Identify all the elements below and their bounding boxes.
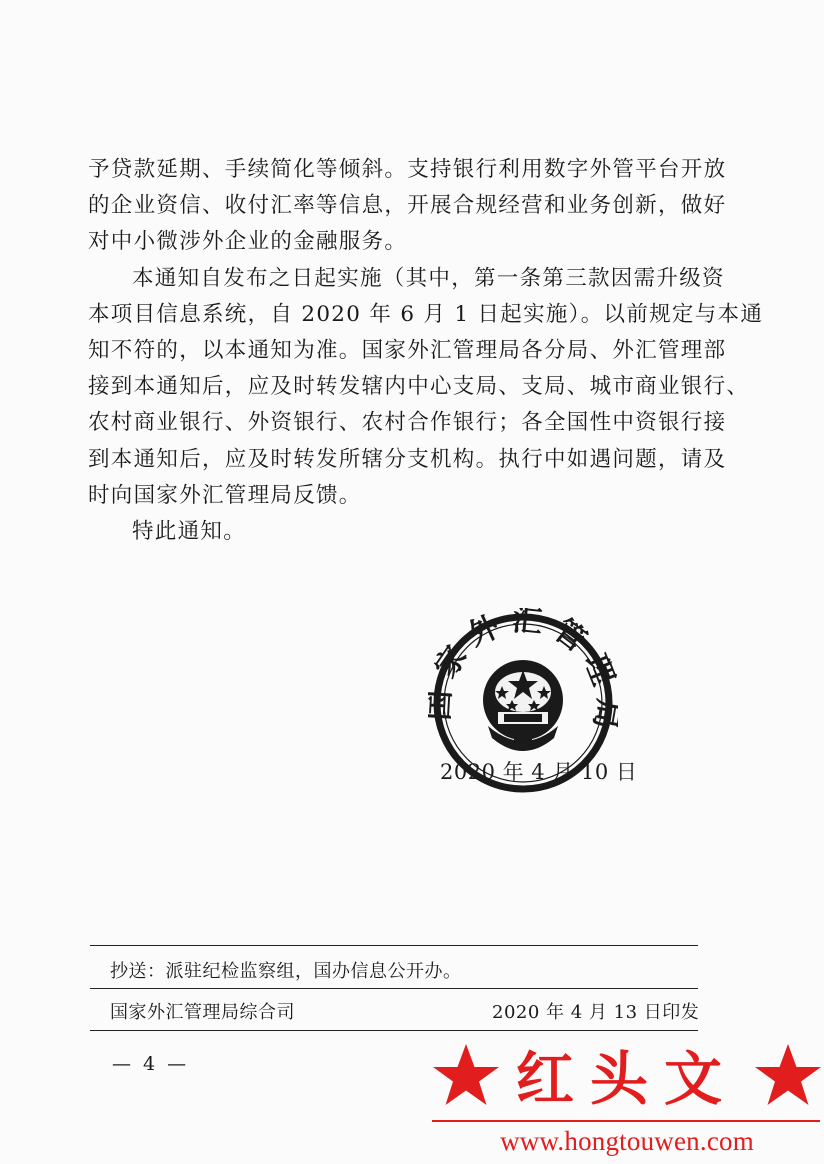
svg-text:国家外汇管理局: 家外汇管 — [428, 608, 601, 685]
footer-rule-top — [90, 945, 698, 946]
watermark-divider — [432, 1120, 820, 1122]
body-line: 的企业资信、收付汇率等信息，开展合规经营和业务创新，做好 — [88, 193, 727, 219]
body-line: 本通知自发布之日起实施（其中，第一条第三款因需升级资 — [132, 265, 725, 291]
body-line: 予贷款延期、手续简化等倾斜。支持银行利用数字外管平台开放 — [88, 157, 727, 182]
body-line: 知不符的，以本通知为准。国家外汇管理局各分局、外汇管理部 — [88, 338, 727, 364]
body-line: 接到本通知后，应及时转发辖内中心支局、支局、城市商业银行、 — [88, 374, 750, 400]
watermark-title: 红头文 — [515, 1045, 738, 1113]
document-body — [88, 152, 764, 550]
issue-date: 2020 年 4 月 13 日印发 — [492, 1002, 700, 1023]
cc-line: 抄送：派驻纪检监察组，国办信息公开办。 — [110, 961, 462, 982]
watermark — [430, 1040, 824, 1164]
star-icon — [752, 1040, 824, 1112]
body-line: 时向国家外汇管理局反馈。 — [88, 482, 362, 508]
closing-line: 特此通知。 — [132, 519, 247, 545]
signature-date: 2020 年 4 月 10 日 — [440, 760, 638, 784]
page-number: — 4 — — [112, 1053, 190, 1075]
issuing-office: 国家外汇管理局综合司 — [110, 1002, 295, 1023]
body-line: 本项目信息系统，自 2020 年 6 月 1 日起实施）。以前规定与本通 — [88, 301, 764, 327]
watermark-url: www.hongtouwen.com — [500, 1126, 754, 1156]
footer-rule-middle — [90, 988, 698, 989]
footer-rule-bottom — [90, 1030, 698, 1031]
body-line: 农村商业银行、外资银行、农村合作银行；各全国性中资银行接 — [88, 410, 727, 436]
body-line: 到本通知后，应及时转发所辖分支机构。执行中如遇问题，请及 — [88, 446, 727, 472]
body-line: 对中小微涉外企业的金融服务。 — [88, 229, 408, 255]
